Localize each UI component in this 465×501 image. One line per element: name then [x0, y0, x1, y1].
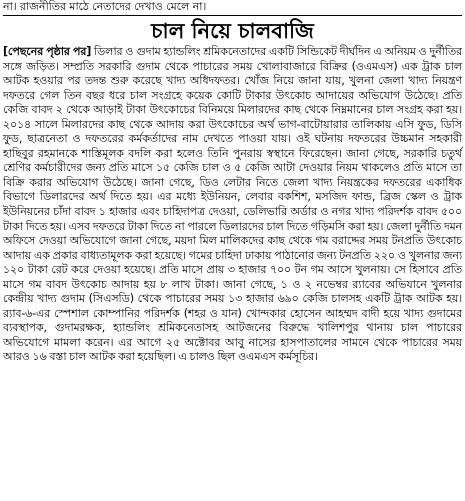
continuation-marker: [পেছনের পৃষ্ঠার পর] [3, 45, 92, 58]
article-body [3, 45, 462, 365]
article-headline: চাল নিয়ে চালবাজি [151, 18, 314, 43]
previous-article-tail: না। রাজনীতির মাঠে নেতাদের দেখাও মেলে না। [3, 0, 207, 13]
article-body-text: ডিলার ও গুদাম হ্যান্ডলিং শ্রমিকনেতাদের একটি সিন্ডিকেট দীর্ঘদিন এ অনিয়ম ও দুর্নীতির সঙ্গে জড়িত। সম্প্রতি সরকারি গুদাম থেকে পাচারের সময় খোলাবাজারে বিক্রির (ওএমএস) এক ট্রাক চাল আটক হওয়ার পর তদন্ত শুরু করেছে খাদ্য অধিদফতর। খোঁজ নিয়ে জানা যায়, খুলনা জেলা খাদ্য নিয়ন্ত্রণ দফতরে গেল তিন বছর ধরে চাল সংগ্রহে কয়েক কোটি টাকার উৎকোচ আদায়ের অভিযোগ উঠেছে। প্রতি কেজি বাবদ ২ থেকে আড়াই টাকা উৎকোচের বিনিময়ে মিলারদের কাছ থেকে নিম্নমানের চাল সংগ্রহ করা হয়। ২০১৪ সালে মিলারদের কাছ থেকে আদায় করা উৎকোচের অর্থ ভাগ-বাটোয়ারার তালিকায় এসি ফুড, ডিসি ফুড, ছাত্রনেতা ও দফতরের কর্মকর্তাদের নাম দেখতে পাওয়া যায়। ওই ঘটনায় দফতরের উচ্চমান সহকারী হাছিবুর রহমানকে শাস্তিমূলক বদলি করা হলেও তিনি পুনরায় স্বস্থানে ফিরেছেন। জানা গেছে, সরকারি চতুর্থ শ্রেণির কর্মচারীদের জন্য প্রতি মাসে ১৫ কেজি চাল ও ৫ কেজি আটা দেওয়ার নিয়ম থাকলেও প্রতি মাসে তা বিক্রি করার অভিযোগ উঠেছে। জানা গেছে, ডিও লেটার নিতে জেলা খাদ্য নিয়ন্ত্রকের দফতরের একাধিক বিভাগে ডিলারদের অর্থ দিতে হয়। এর মধ্যে ইউনিয়ন, লেবার বকশিশ, মসজিদ ফান্ড, ব্রিজ স্কেল ও ট্রাক ইউনিয়নের চাঁদা বাবদ ১ হাজার এবং চাহিদাপত্র দেওয়া, ডেলিভারি অর্ডার ও নগর খাদ্য পরিদর্শক বাবদ ৫০০ টাকা দিতে হয়। এসব দফতরে টাকা দিতে না পারলে ডিলারদের চাল দিতে গড়িমসি করা হয়। জেলা দুর্নীতি দমন অফিসে দেওয়া অভিযোগে জানা গেছে, ময়দা মিল মালিকদের কাছ থেকে গম বরাদ্দের সময় টনপ্রতি উৎকোচ আদায় এক প্রকার বাধ্যতামূলক করা হয়েছে। গমের চাহিদা ঢাকায় পাঠানোর জন্য টনপ্রতি ২২০ ও খুলনার জন্য ১২০ টাকা রেট করে দেওয়া হয়েছে। প্রতি মাসে প্রায় ৩ হাজার ৭০০ টন গম আসে খুলনায়। সে হিসাবে প্রতি মাসে গম বাবদ উৎকোচ আদায় হয় ৮ লাখ টাকা। জানা গেছে, ১ ও ২ নভেম্বর র‌্যাবের অভিযানে খুলনার কেন্দ্রীয় খাদ্য গুদাম (সিএসডি) থেকে পাচারের সময় ১৩ হাজার ৬৯০ কেজি চালসহ একটি ট্রাক আটক হয়। র‌্যাব-৬-এর স্পেশাল কোম্পানির পরিদর্শক (শহর ও যান) খোন্দকার হোসেন আহম্মদ বাদী হয়ে খাদ্য গুদামের ব্যবস্থাপক, গুদামরক্ষক, হ্যান্ডলিং শ্রমিকনেতাসহ আটজনের বিরুদ্ধে খালিশপুর থানায় চাল পাচারের অভিযোগে মামলা করেন। এর আগে ২৫ অক্টোবর আবু নাসের হাসপাতালের সামনে থেকে পাচারের সময় আরও ১৬ বস্তা চাল আটক করা হয়েছিল। এ চালও ছিল ওএমএস কর্মসূচির। [3, 45, 462, 364]
divider-rule [3, 15, 462, 16]
